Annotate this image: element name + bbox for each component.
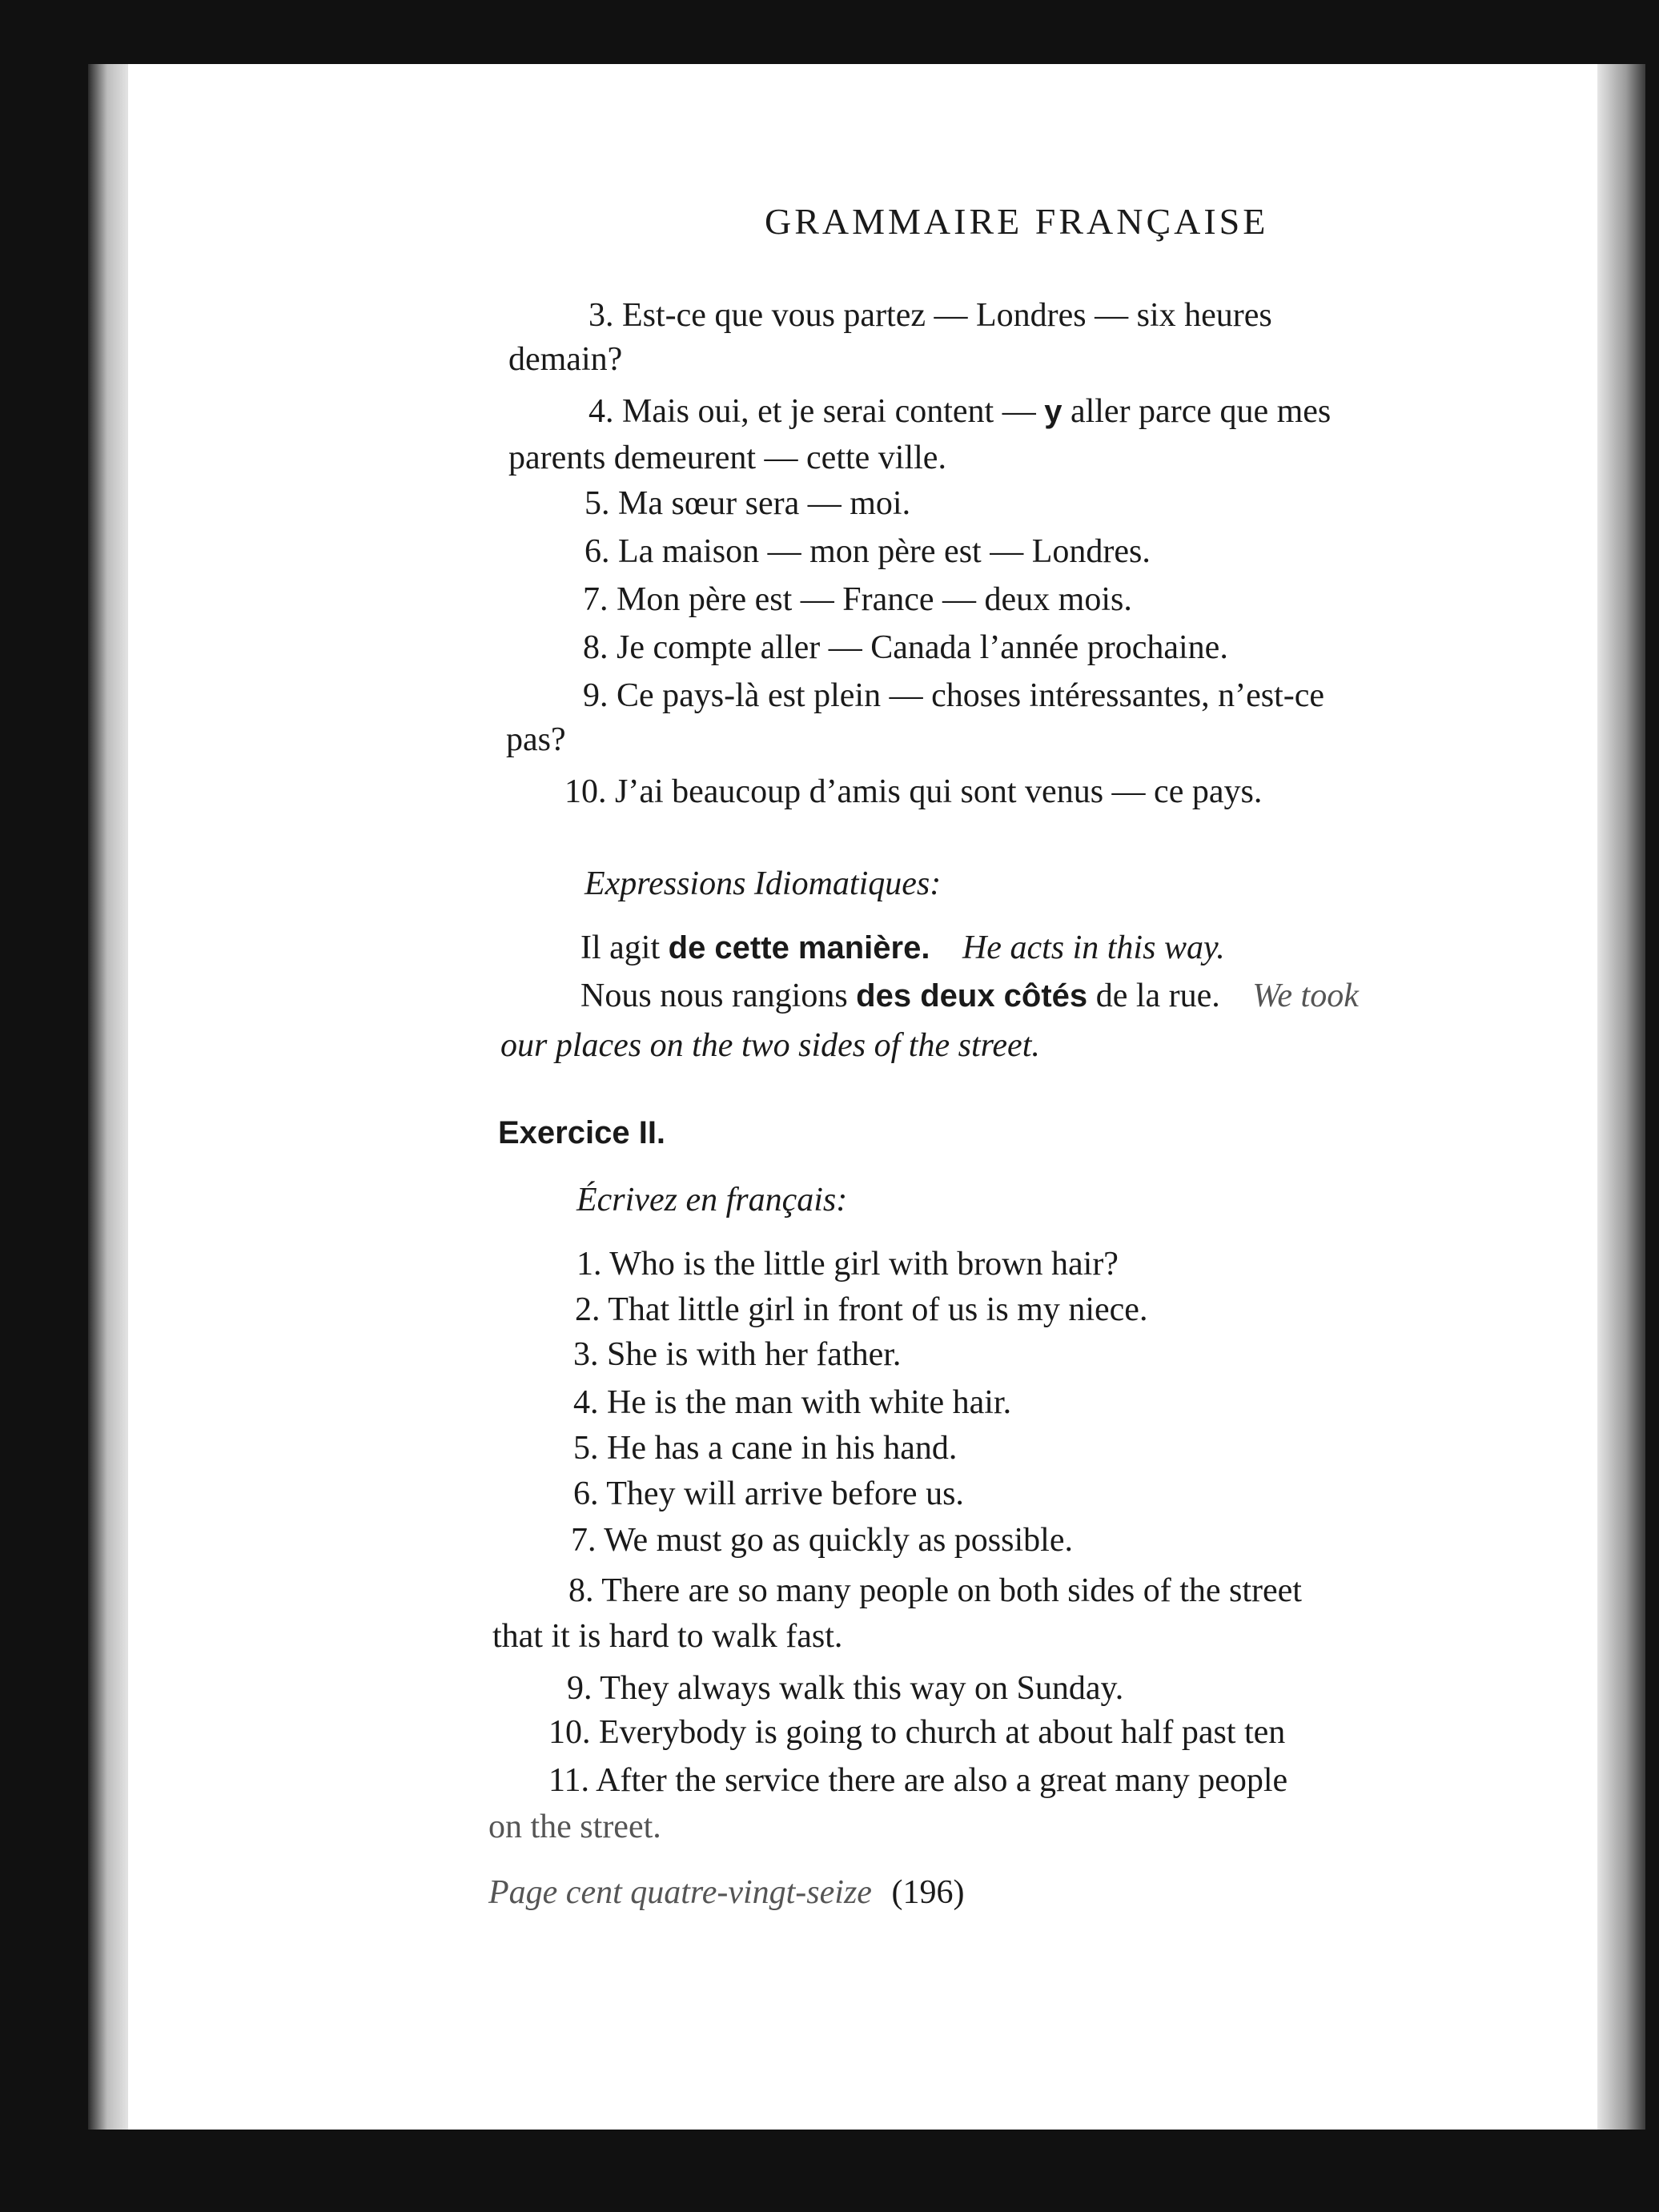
list-item — [573, 1335, 901, 1374]
idiom-expression: des deux côtés — [856, 978, 1088, 1014]
list-item — [548, 1713, 1285, 1752]
list-item — [588, 296, 1272, 335]
item-text: Ce pays-là est plein — choses intéressantes, n’est-ce — [617, 677, 1325, 714]
item-text: Everybody is going to church at about half past ten — [599, 1714, 1286, 1751]
item-number: 8. — [583, 629, 609, 666]
page-edge-right — [1597, 64, 1645, 2130]
item-text: He has a cane in his hand. — [607, 1430, 958, 1467]
item-number: 6. — [584, 533, 610, 570]
item-text: After the service there are also a great many people — [596, 1762, 1288, 1799]
item-number: 11. — [548, 1762, 589, 1799]
item-number: 3. — [573, 1336, 599, 1373]
page-number: (196) — [891, 1874, 965, 1911]
idiom-text: Il agit — [580, 929, 661, 966]
item-number: 2. — [575, 1291, 601, 1328]
item-text: aller parce que mes — [1070, 393, 1332, 430]
item-number: 5. — [573, 1430, 599, 1467]
item-number: 4. — [588, 393, 614, 430]
page-footer — [488, 1873, 964, 1912]
running-head: GRAMMAIRE FRANÇAISE — [765, 201, 1269, 242]
list-item — [573, 1383, 1011, 1422]
list-item — [548, 1761, 1287, 1800]
idiom-text: Nous nous rangions — [580, 978, 848, 1014]
list-item — [568, 1572, 1302, 1610]
item-text: Est-ce que vous partez — Londres — six heures — [622, 297, 1272, 334]
item-number: 9. — [567, 1670, 592, 1707]
list-item — [583, 676, 1324, 715]
item-text: He is the man with white hair. — [607, 1384, 1012, 1421]
item-text: There are so many people on both sides of the street — [601, 1572, 1302, 1609]
item-text: They will arrive before us. — [606, 1475, 964, 1512]
item-number: 6. — [573, 1475, 599, 1512]
item-bold-word: y — [1044, 394, 1062, 429]
item-text: Mais oui, et je serai content — — [622, 393, 1036, 430]
item-text: She is with her father. — [607, 1336, 902, 1373]
idiom-translation: He acts in this way. — [962, 929, 1225, 966]
item-continuation: parents demeurent — cette ville. — [508, 440, 946, 476]
idiom-expression: de cette manière. — [668, 930, 930, 965]
idiom-translation: We took — [1252, 978, 1359, 1014]
list-item — [583, 580, 1132, 619]
item-number: 10. — [548, 1714, 591, 1751]
item-number: 4. — [573, 1384, 599, 1421]
idiom-line — [580, 977, 1359, 1015]
item-number: 7. — [571, 1522, 597, 1559]
idiom-continuation: our places on the two sides of the street. — [500, 1027, 1040, 1064]
item-number: 3. — [588, 297, 614, 334]
exercise-title: Exercice II. — [498, 1115, 666, 1150]
item-text: They always walk this way on Sunday. — [600, 1670, 1124, 1707]
item-text: J’ai beaucoup d’amis qui sont venus — ce pays. — [615, 773, 1263, 810]
item-text: La maison — mon père est — Londres. — [618, 533, 1151, 570]
item-text: Mon père est — France — deux mois. — [617, 581, 1132, 618]
item-continuation: on the street. — [488, 1809, 661, 1845]
list-item — [567, 1669, 1123, 1708]
item-number: 8. — [568, 1572, 594, 1609]
section-heading: Expressions Idiomatiques: — [584, 865, 942, 902]
idiom-line — [580, 929, 1225, 967]
item-text: Who is the little girl with brown hair? — [609, 1246, 1119, 1283]
item-continuation: demain? — [508, 341, 623, 378]
list-item — [573, 1429, 957, 1467]
list-item — [573, 1475, 964, 1513]
item-number: 10. — [564, 773, 607, 810]
item-text: We must go as quickly as possible. — [604, 1522, 1073, 1559]
item-number: 7. — [583, 581, 609, 618]
item-continuation: that it is hard to walk fast. — [492, 1618, 843, 1655]
item-text: That little girl in front of us is my niece. — [608, 1291, 1148, 1328]
item-number: 9. — [583, 677, 609, 714]
list-item — [584, 532, 1151, 571]
item-number: 5. — [584, 485, 610, 522]
list-item — [571, 1521, 1073, 1560]
book-page — [128, 64, 1611, 2130]
item-text: Ma sœur sera — moi. — [618, 485, 911, 522]
item-continuation: pas? — [506, 721, 566, 758]
exercise-instruction: Écrivez en français: — [576, 1182, 848, 1218]
list-item — [564, 773, 1262, 811]
list-item — [576, 1245, 1119, 1283]
list-item — [588, 392, 1331, 431]
list-item — [575, 1291, 1147, 1329]
list-item — [584, 484, 910, 523]
footer-text: Page cent quatre-vingt-seize — [488, 1874, 872, 1911]
idiom-text: de la rue. — [1095, 978, 1220, 1014]
item-number: 1. — [576, 1246, 602, 1283]
item-text: Je compte aller — Canada l’année prochaine. — [617, 629, 1228, 666]
list-item — [583, 628, 1228, 667]
